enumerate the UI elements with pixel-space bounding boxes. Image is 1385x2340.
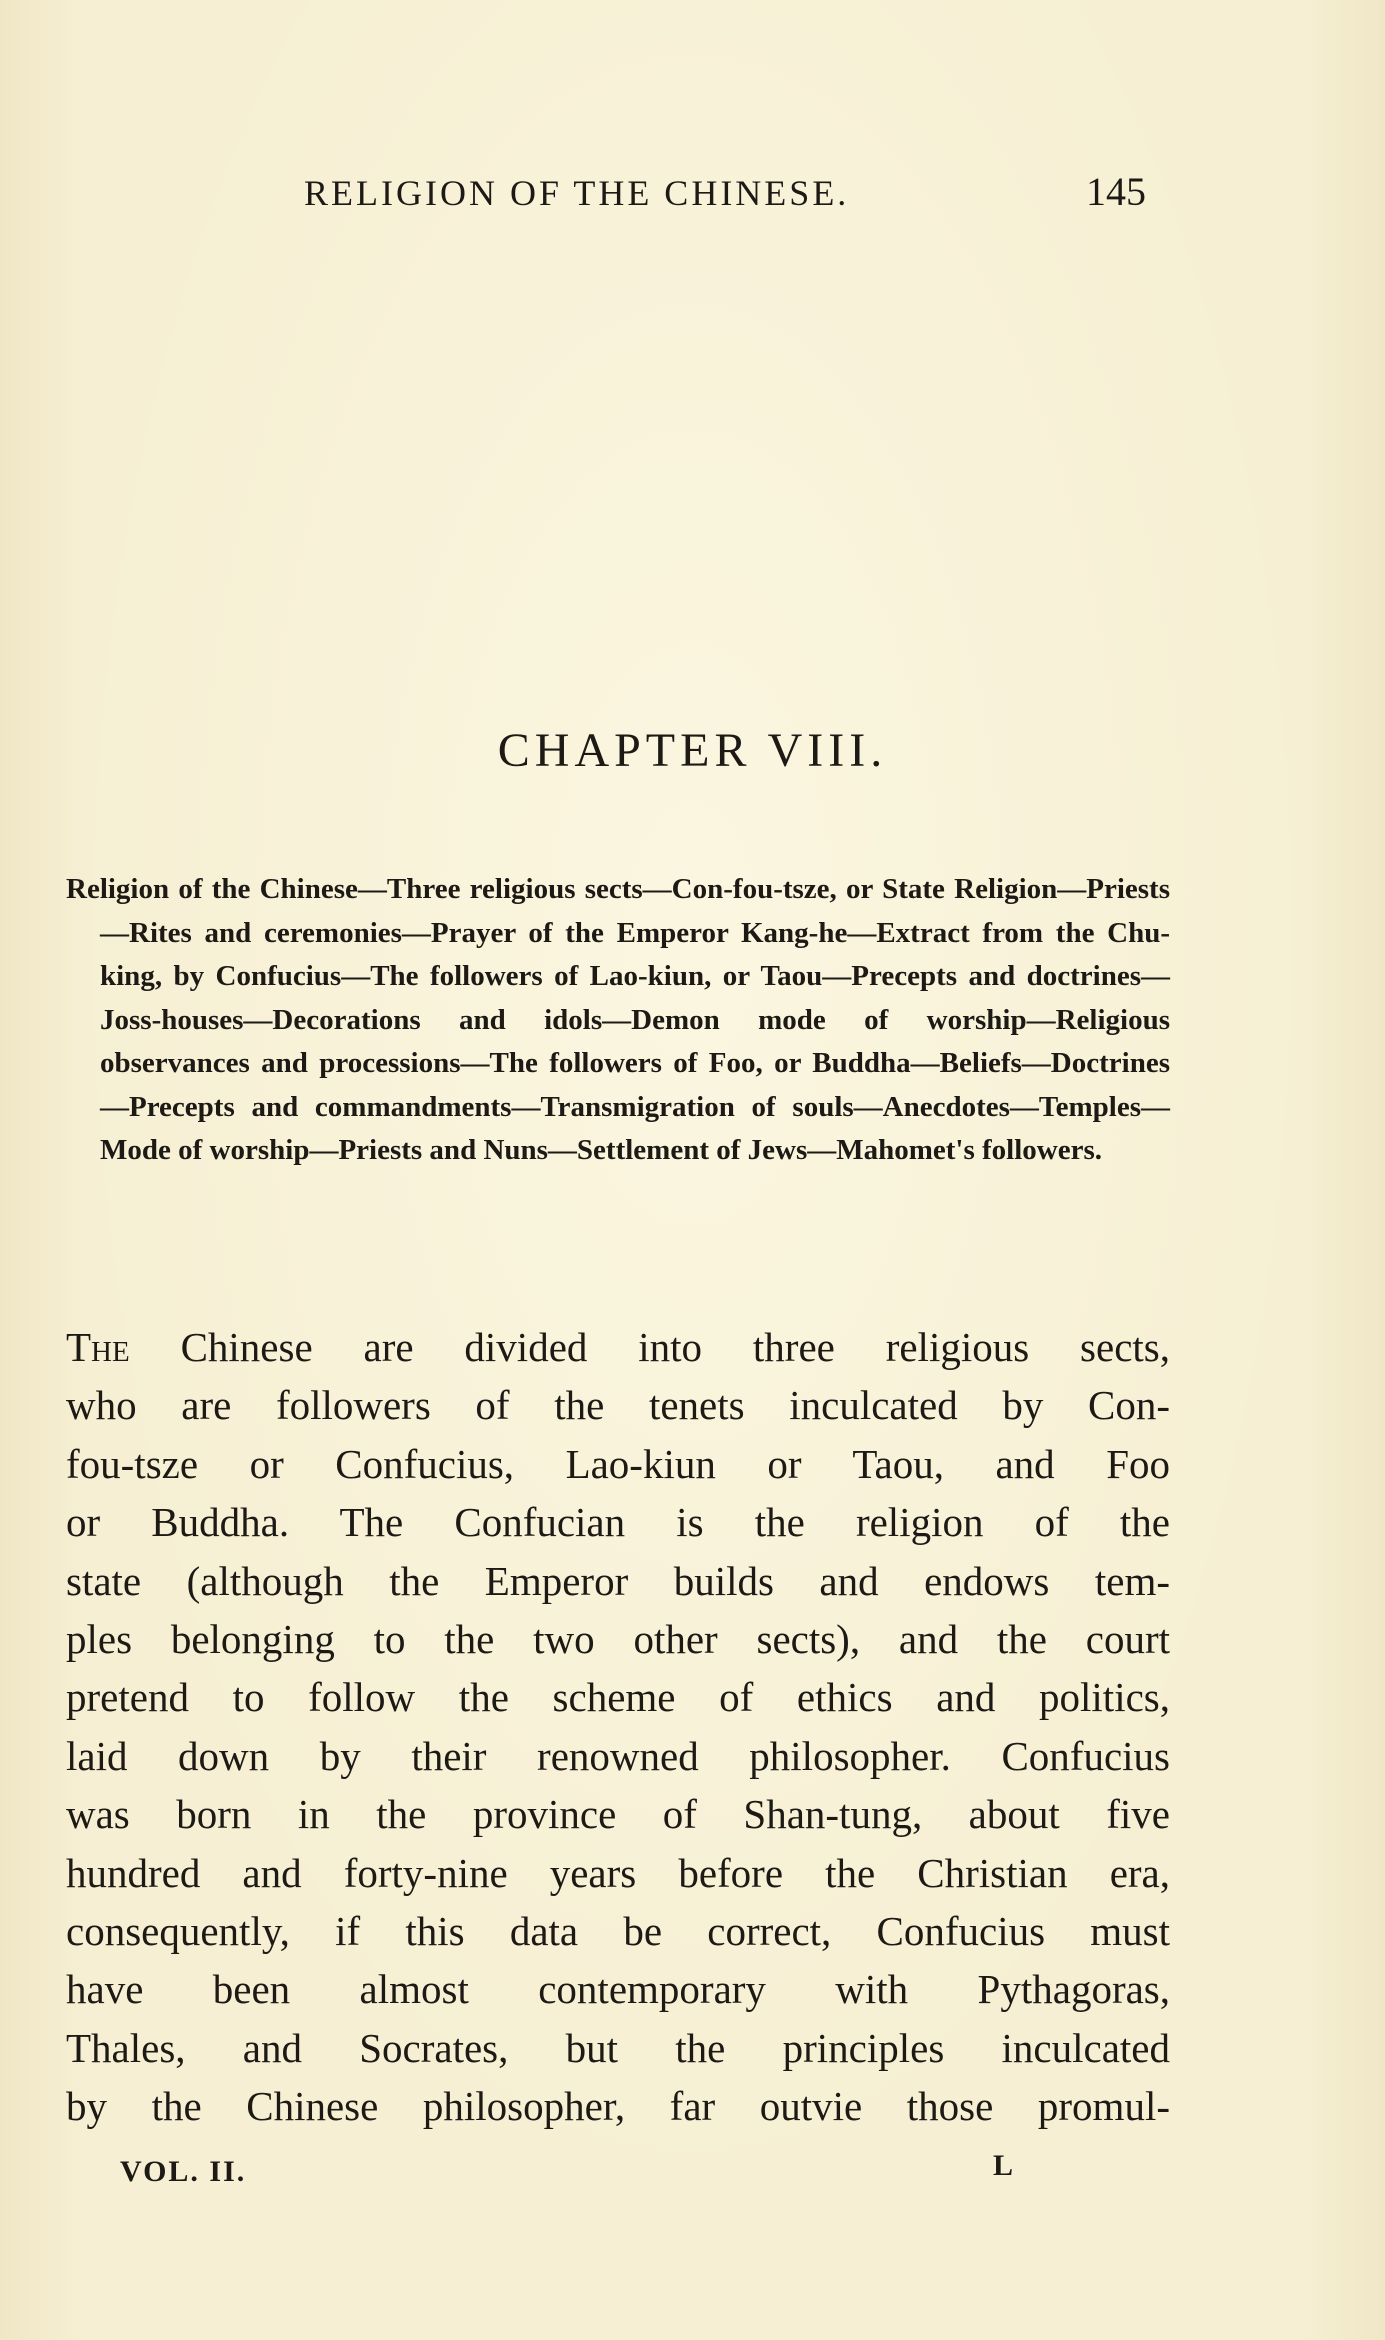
first-word: The — [66, 1324, 130, 1370]
body-paragraph — [66, 1318, 1170, 2135]
body-line: hundred and forty-nine years before the Christian era, — [66, 1849, 1170, 1896]
body-line: pretend to follow the scheme of ethics and politics, — [66, 1674, 1170, 1721]
body-line: by the Chinese philosopher, far outvie those promul- — [66, 2083, 1170, 2130]
running-title: RELIGION OF THE CHINESE. — [304, 173, 850, 213]
volume-signature: VOL. II. — [120, 2155, 247, 2188]
chapter-synopsis: Religion of the Chinese—Three religious sects—Con-fou-tsze, or State Religion—Priests—Rites and ceremonies—Prayer of the Emperor Kang-he—Extract from the Chu-king, by Confucius—The followers of Lao-kiun, or Taou—Precepts and doctrines—Joss-houses—Decorations and idols—Demon mode of worship—Religious observances and processions—The followers of Foo, or Buddha—Beliefs—Doctrines—Precepts and commandments—Transmigration of souls—Anecdotes—Temples—Mode of worship—Priests and Nuns—Settlement of Jews—Mahomet's followers. — [66, 873, 1170, 1166]
body-line: fou-tsze or Confucius, Lao-kiun or Taou, and Foo — [66, 1440, 1170, 1487]
chapter-heading: CHAPTER VIII. — [497, 724, 888, 777]
body-line: was born in the province of Shan-tung, about five — [66, 1791, 1170, 1838]
body-line: Thales, and Socrates, but the principles inculcated — [66, 2024, 1170, 2071]
body-line: consequently, if this data be correct, Confucius must — [66, 1907, 1170, 1954]
body-line: have been almost contemporary with Pythagoras, — [66, 1966, 1170, 2013]
body-line: who are followers of the tenets inculcated by Con- — [66, 1382, 1170, 1429]
signature-mark: L — [993, 2149, 1014, 2182]
body-line: laid down by their renowned philosopher. Confucius — [66, 1732, 1170, 1779]
body-line: ples belonging to the two other sects), and the court — [66, 1615, 1170, 1662]
body-line: state (although the Emperor builds and endows tem- — [66, 1557, 1170, 1604]
body-line — [66, 1318, 1170, 1376]
body-line-text: Chinese are divided into three religious sects, — [129, 1324, 1170, 1370]
body-line: or Buddha. The Confucian is the religion of the — [66, 1499, 1170, 1546]
page-number: 145 — [1086, 169, 1146, 214]
